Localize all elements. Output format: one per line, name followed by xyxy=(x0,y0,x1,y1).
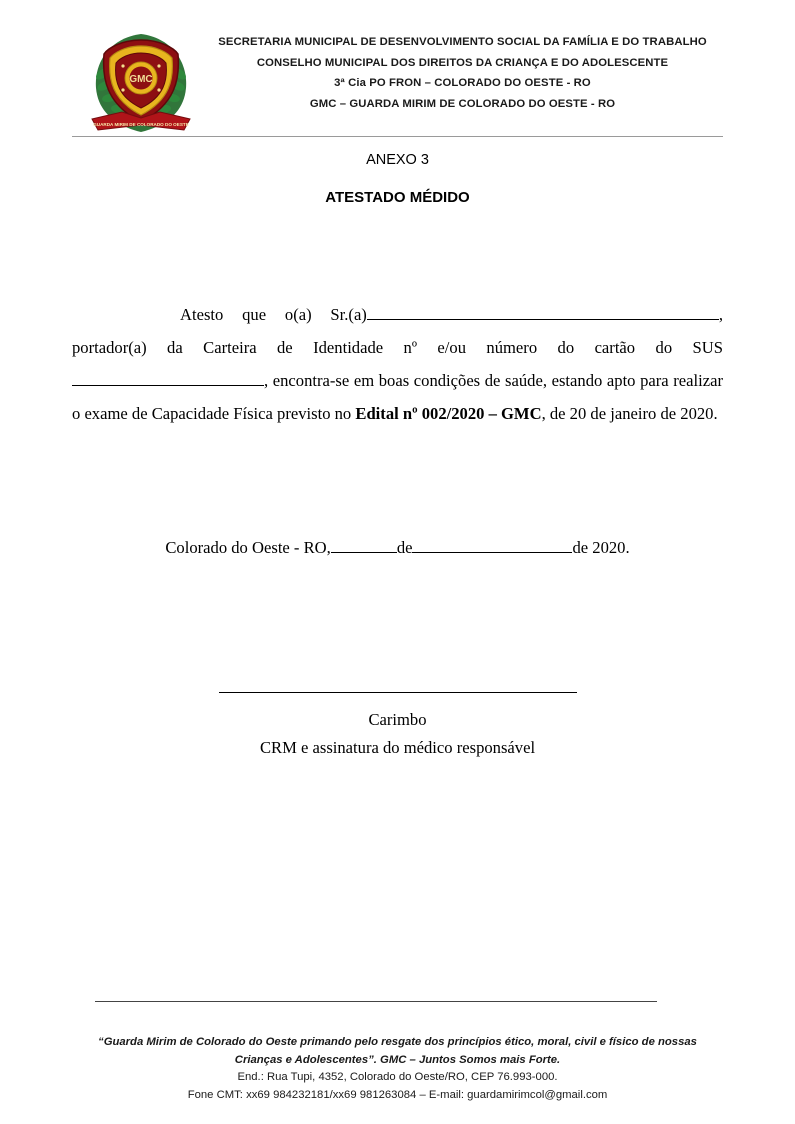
footer-address: End.: Rua Tupi, 4352, Colorado do Oeste/RO, CEP 76.993-000. xyxy=(237,1071,558,1083)
svg-text:GMC: GMC xyxy=(129,74,153,85)
date-line xyxy=(72,533,723,563)
footer-divider xyxy=(95,1001,657,1002)
footer-line-2: Crianças e Adolescentes”. GMC – Juntos Somos mais Forte. xyxy=(234,1053,561,1066)
header-line-3: 3ª Cia PO FRON – COLORADO DO OESTE - RO xyxy=(334,77,591,89)
page-title: ATESTADO MÉDIDO xyxy=(325,189,470,206)
header-line-2: CONSELHO MUNICIPAL DOS DIREITOS DA CRIANÇA E DO ADOLESCENTE xyxy=(256,56,669,69)
crm-signature-label: CRM e assinatura do médico responsável xyxy=(259,738,536,757)
body-text-part-1: Atesto que o(a) Sr.(a) xyxy=(180,305,367,324)
header-divider xyxy=(72,136,723,137)
month-blank-field[interactable] xyxy=(412,552,572,553)
body-text-part-4: , de 20 de janeiro de 2020. xyxy=(541,404,718,423)
footer-contact: Fone CMT: xx69 984232181/xx69 981263084 – E-mail: guardamirimcol@gmail.com xyxy=(187,1088,608,1101)
annex-label: ANEXO 3 xyxy=(366,152,429,168)
de-label-1: de xyxy=(396,538,413,557)
de-label-2: de 2020. xyxy=(572,538,630,557)
city-label: Colorado do Oeste - RO, xyxy=(165,538,331,557)
sus-blank-field[interactable] xyxy=(72,385,264,386)
body-text-part-2: , portador(a) da Carteira de Identidade nº e/ou número do cartão do SUS xyxy=(72,305,723,357)
day-blank-field[interactable] xyxy=(331,552,397,553)
body-text-part-3: , encontra-se em boas condições de saúde, estando apto para realizar o exame de Capacidade Física previsto no xyxy=(72,371,723,423)
stamp-label: Carimbo xyxy=(368,710,427,729)
gmc-crest-logo xyxy=(82,26,200,138)
header-text-block xyxy=(202,32,723,114)
footer-line-1: “Guarda Mirim de Colorado do Oeste primando pelo resgate dos princípios ético, moral, civil e físico de nossas xyxy=(98,1036,697,1048)
document-footer xyxy=(72,1034,723,1104)
edital-reference: Edital nº 002/2020 – GMC xyxy=(355,404,542,423)
body-paragraph xyxy=(72,298,723,430)
document-header xyxy=(72,22,723,130)
header-line-4: GMC – GUARDA MIRIM DE COLORADO DO OESTE - RO xyxy=(309,97,616,110)
name-blank-field[interactable] xyxy=(367,319,719,320)
header-line-1: SECRETARIA MUNICIPAL DE DESENVOLVIMENTO SOCIAL DA FAMÍLIA E DO TRABALHO xyxy=(218,36,707,48)
svg-text:GUARDA MIRIM DE COLORADO DO OE: GUARDA MIRIM DE COLORADO DO OESTE xyxy=(93,122,189,127)
signature-line xyxy=(219,692,577,693)
